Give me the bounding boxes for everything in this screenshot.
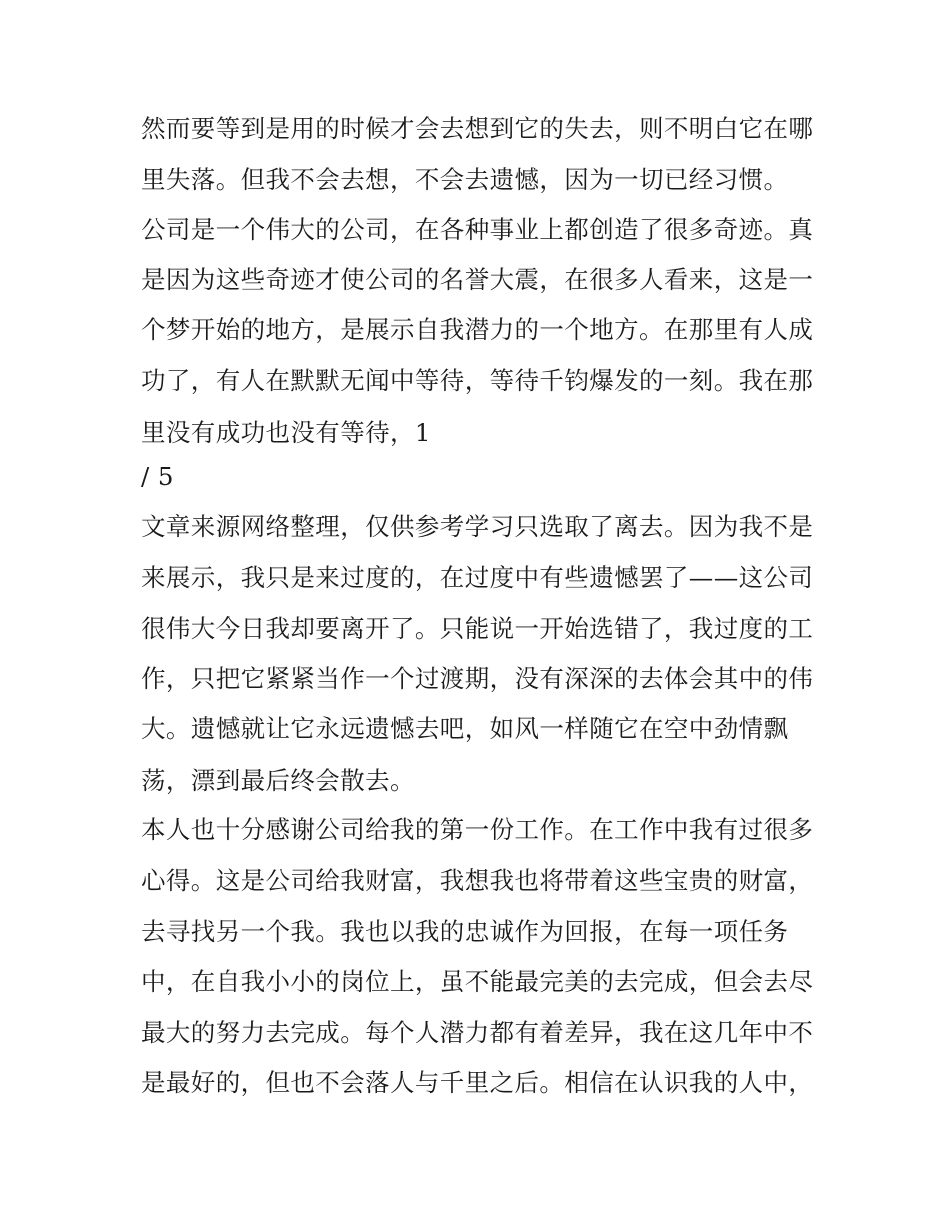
text-line: 本人也十分感谢公司给我的第一份工作。在工作中我有过很多 xyxy=(141,815,814,844)
text-line: 大。遗憾就让它永远遗憾去吧，如风一样随它在空中劲情飘 xyxy=(141,714,789,743)
text-line: 个梦开始的地方，是展示自我潜力的一个地方。在那里有人成 xyxy=(141,315,814,344)
text-line: 最大的努力去完成。每个人潜力都有着差异，我在这几年中不 xyxy=(141,1018,814,1047)
text-line: 公司是一个伟大的公司，在各种事业上都创造了很多奇迹。真 xyxy=(141,215,814,244)
text-line: 荡，漂到最后终会散去。 xyxy=(141,766,415,795)
text-line: 里没有成功也没有等待，1 xyxy=(141,418,431,447)
text-line: 文章来源网络整理，仅供参考学习只选取了离去。因为我不是 xyxy=(141,512,814,541)
text-line: 功了，有人在默默无闻中等待，等待千钧爆发的一刻。我在那 xyxy=(141,366,814,395)
text-line: 心得。这是公司给我财富，我想我也将带着这些宝贵的财富， xyxy=(141,866,814,895)
text-line: 是最好的，但也不会落人与千里之后。相信在认识我的人中， xyxy=(141,1068,814,1097)
text-line: 作，只把它紧紧当作一个过渡期，没有深深的去体会其中的伟 xyxy=(141,664,814,693)
text-line: 来展示，我只是来过度的，在过度中有些遗憾罢了——这公司 xyxy=(141,563,814,592)
text-line: 去寻找另一个我。我也以我的忠诚作为回报，在每一项任务 xyxy=(141,917,789,946)
page-number: / 5 xyxy=(141,462,174,491)
text-line: 然而要等到是用的时候才会去想到它的失去，则不明白它在哪 xyxy=(141,114,814,143)
text-line: 里失落。但我不会去想，不会去遗憾，因为一切已经习惯。 xyxy=(141,165,789,194)
text-line: 是因为这些奇迹才使公司的名誉大震，在很多人看来，这是一 xyxy=(141,265,814,294)
text-line: 很伟大今日我却要离开了。只能说一开始选错了，我过度的工 xyxy=(141,614,814,643)
text-line: 中，在自我小小的岗位上，虽不能最完美的去完成，但会去尽 xyxy=(141,967,814,996)
